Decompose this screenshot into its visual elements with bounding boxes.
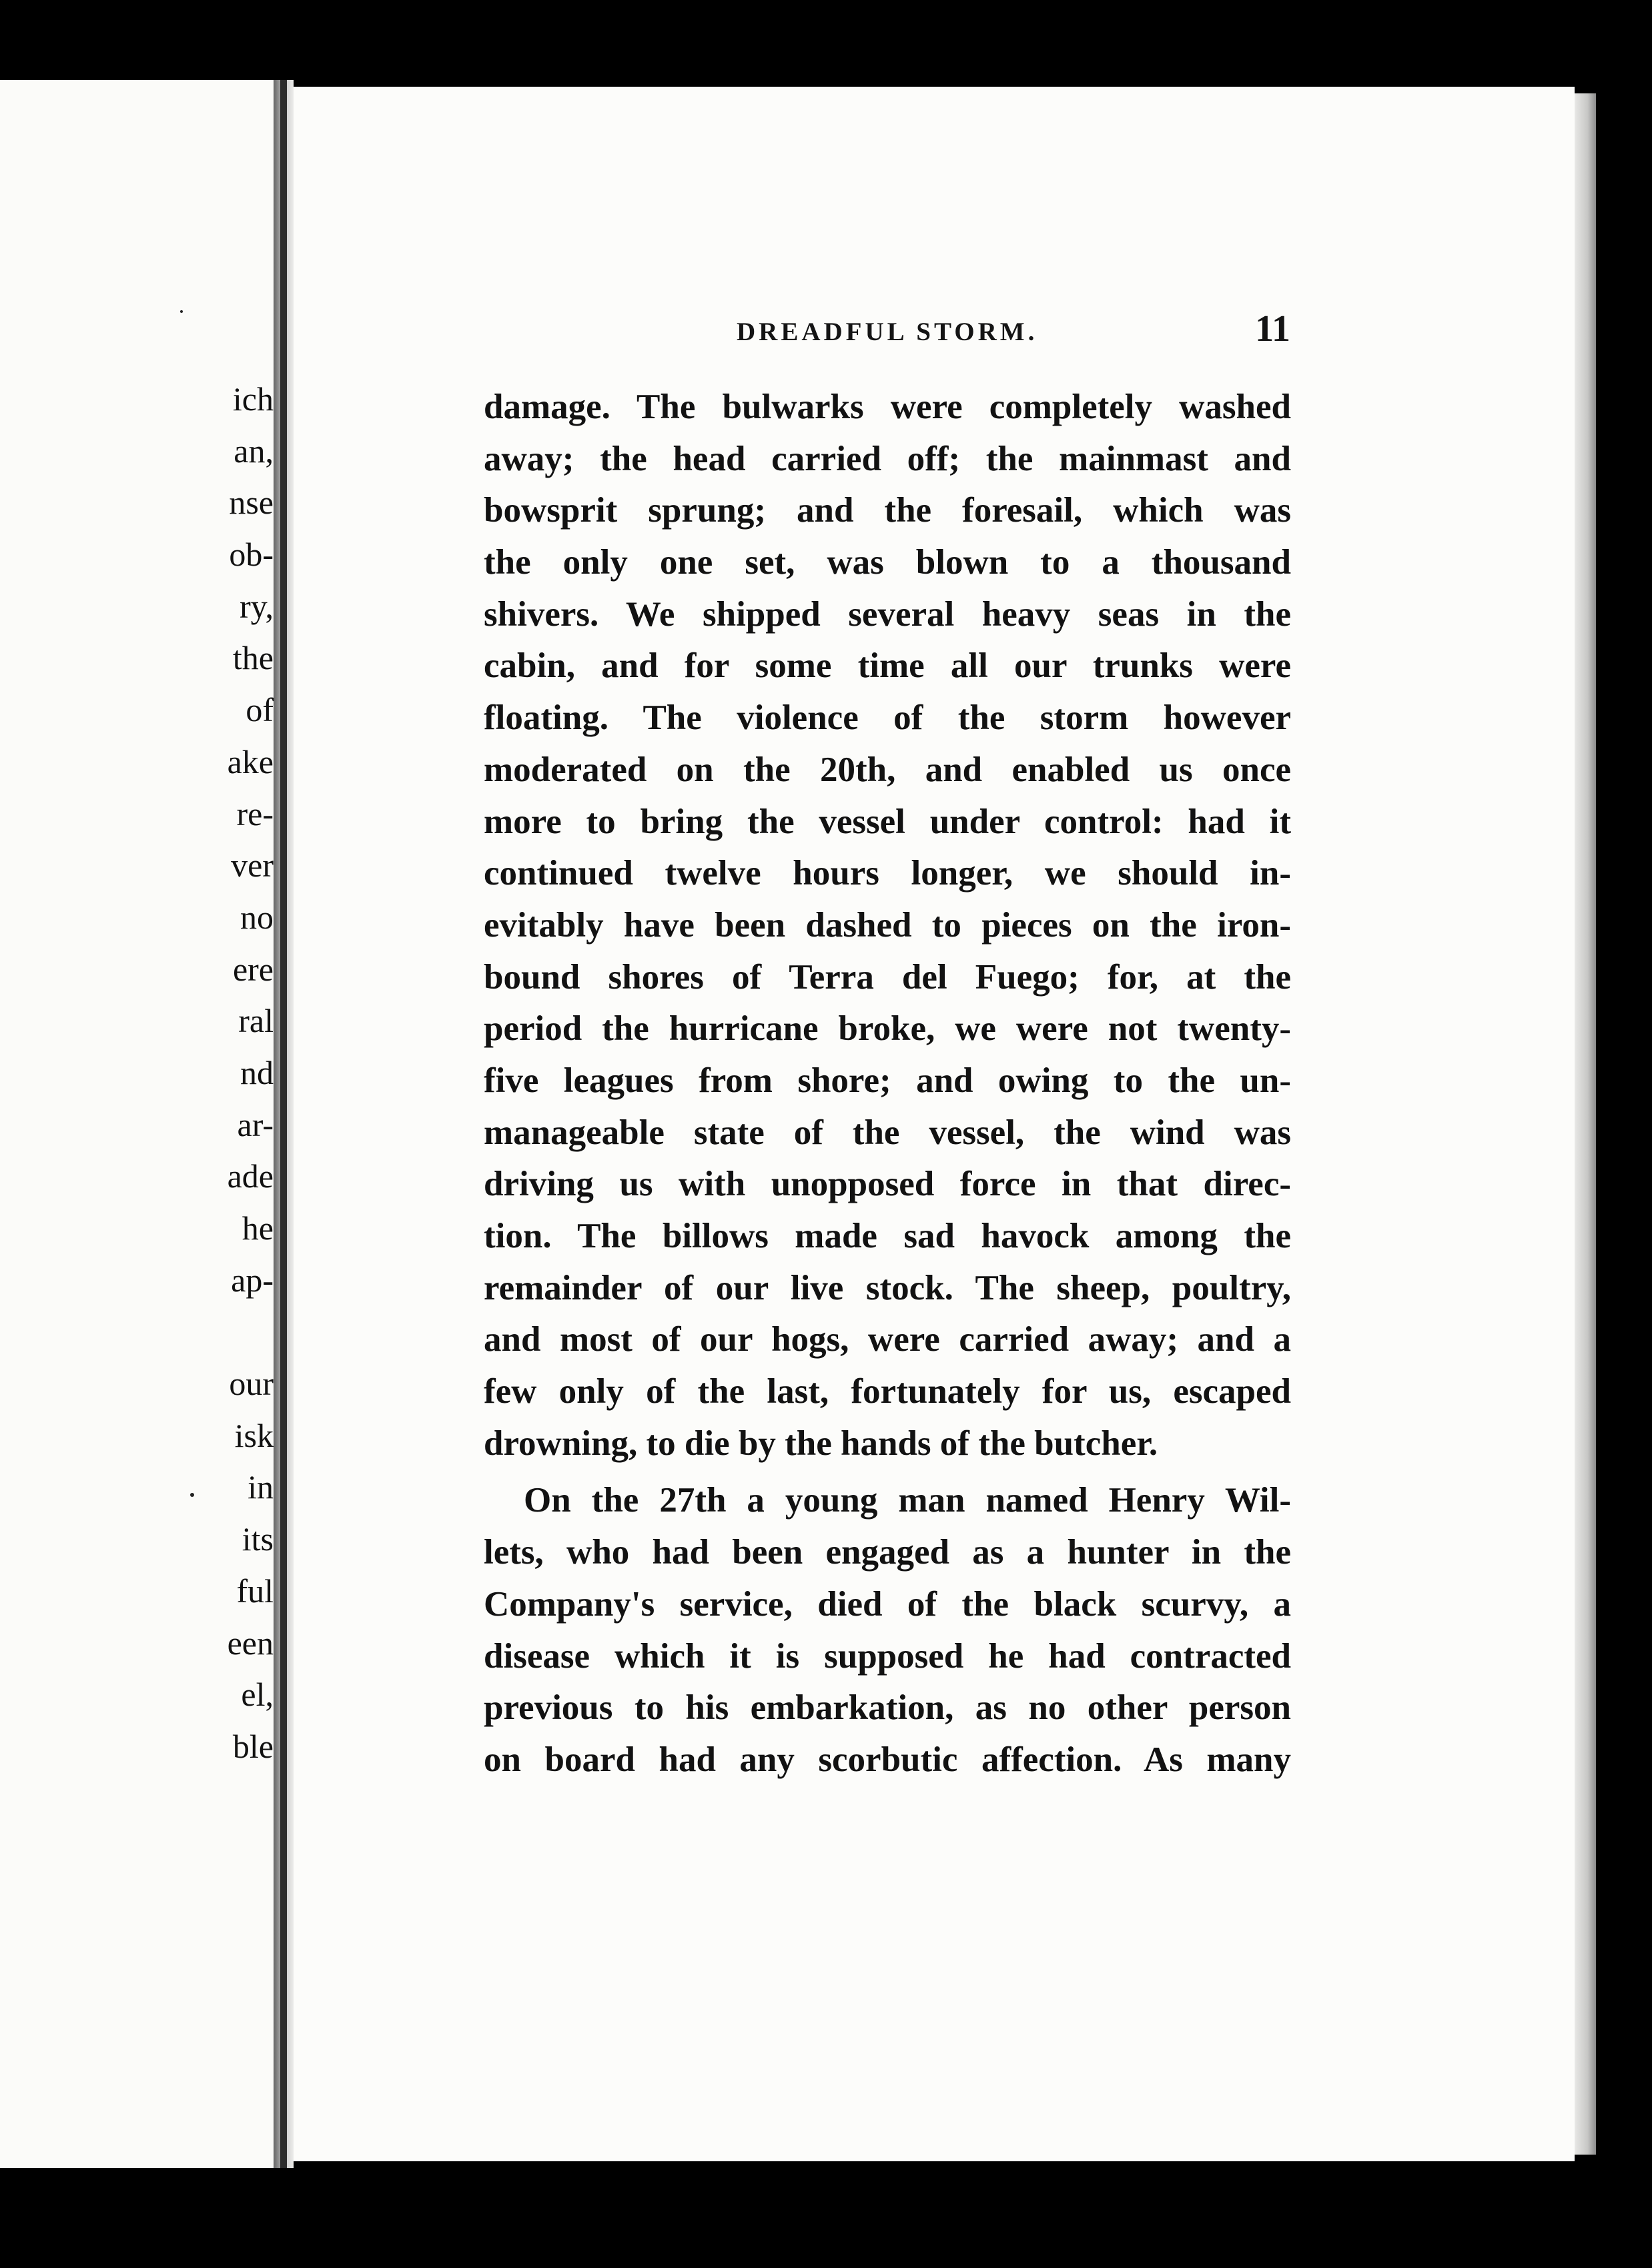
text-line: five leagues from shore; and owing to the un-	[484, 1061, 1291, 1100]
text-line: remainder of our live stock. The sheep, poultry,	[484, 1268, 1291, 1307]
text-line: bowsprit sprung; and the foresail, which was	[484, 491, 1291, 530]
facing-page-fragment: isk	[234, 1416, 274, 1454]
facing-page-fragment: een	[227, 1624, 274, 1662]
text-line: drowning, to die by the hands of the butcher.	[484, 1424, 1158, 1463]
facing-page-fragment: ich	[232, 380, 274, 418]
ink-speck	[180, 310, 183, 313]
page-number: 11	[1255, 308, 1290, 350]
text-line: period the hurricane broke, we were not twenty-	[484, 1009, 1291, 1049]
facing-page-fragment: ble	[232, 1727, 274, 1765]
facing-page-fragment: the	[232, 639, 274, 677]
page-edge	[1575, 93, 1596, 2155]
facing-page-fragment: nd	[240, 1053, 274, 1091]
running-head	[737, 308, 1290, 359]
facing-page-fragment: ver	[231, 846, 274, 885]
text-line: shivers. We shipped several heavy seas in the	[484, 594, 1291, 634]
facing-page-fragment: nse	[229, 484, 274, 522]
text-line: driving us with unopposed force in that direc-	[484, 1165, 1291, 1204]
facing-page-fragment	[193, 1306, 274, 1358]
body-text	[484, 382, 1291, 1786]
facing-page-fragment: ry,	[240, 587, 274, 625]
facing-page-fragment: re-	[236, 794, 274, 832]
facing-page-fragment: el,	[241, 1676, 274, 1714]
facing-page-fragment: ere	[232, 950, 274, 988]
facing-page-fragment: our	[229, 1365, 274, 1403]
text-line: disease which it is supposed he had contracted	[484, 1636, 1291, 1676]
running-title: DREADFUL STORM.	[737, 318, 1038, 346]
text-line: bound shores of Terra del Fuego; for, at the	[484, 957, 1291, 997]
facing-page-fragment: its	[242, 1520, 274, 1558]
text-line: more to bring the vessel under control: had it	[484, 802, 1291, 841]
gutter-shadow-line	[280, 80, 287, 2168]
text-line: the only one set, was blown to a thousand	[484, 543, 1291, 582]
text-line: lets, who had been engaged as a hunter in the	[484, 1533, 1291, 1572]
text-line: moderated on the 20th, and enabled us once	[484, 750, 1291, 789]
facing-page-left	[0, 80, 274, 2168]
facing-page-fragment: no	[240, 898, 274, 936]
facing-page-fragment: ap-	[231, 1261, 274, 1299]
text-line: On the 27th a young man named Henry Wil-	[524, 1481, 1291, 1520]
facing-page-fragment: ake	[227, 742, 274, 780]
text-line: few only of the last, fortunately for us, escaped	[484, 1372, 1291, 1411]
facing-page-fragment: in	[248, 1468, 274, 1506]
facing-page-fragment: ar-	[237, 1105, 274, 1143]
text-line: continued twelve hours longer, we should in-	[484, 854, 1291, 893]
text-line: tion. The billows made sad havock among the	[484, 1217, 1291, 1255]
facing-page-fragment: he	[242, 1209, 274, 1247]
text-line: evitably have been dashed to pieces on the iron-	[484, 905, 1291, 945]
facing-page-fragment: ob-	[229, 536, 274, 574]
text-line: away; the head carried off; the mainmast and	[484, 439, 1291, 478]
facing-page-fragment: ful	[236, 1572, 274, 1610]
text-line: Company's service, died of the black scurvy, a	[484, 1584, 1291, 1624]
facing-page-fragment: ade	[227, 1157, 274, 1195]
paragraph-1	[484, 382, 1291, 1470]
facing-page-fragment: an,	[234, 432, 274, 470]
text-line: floating. The violence of the storm however	[484, 698, 1291, 738]
ink-speck	[190, 1493, 194, 1497]
text-line: cabin, and for some time all our trunks were	[484, 646, 1291, 686]
text-line: damage. The bulwarks were completely washed	[484, 388, 1291, 426]
text-line: manageable state of the vessel, the wind was	[484, 1113, 1291, 1152]
text-line: and most of our hogs, were carried away; and a	[484, 1320, 1291, 1359]
text-line: previous to his embarkation, as no other person	[484, 1688, 1291, 1728]
paragraph-2	[484, 1475, 1291, 1786]
facing-page-fragment: of	[246, 691, 274, 729]
text-line: on board had any scorbutic affection. As many	[484, 1740, 1291, 1779]
facing-page-text-fragments	[193, 374, 274, 1773]
facing-page-fragment: ral	[238, 1002, 274, 1040]
